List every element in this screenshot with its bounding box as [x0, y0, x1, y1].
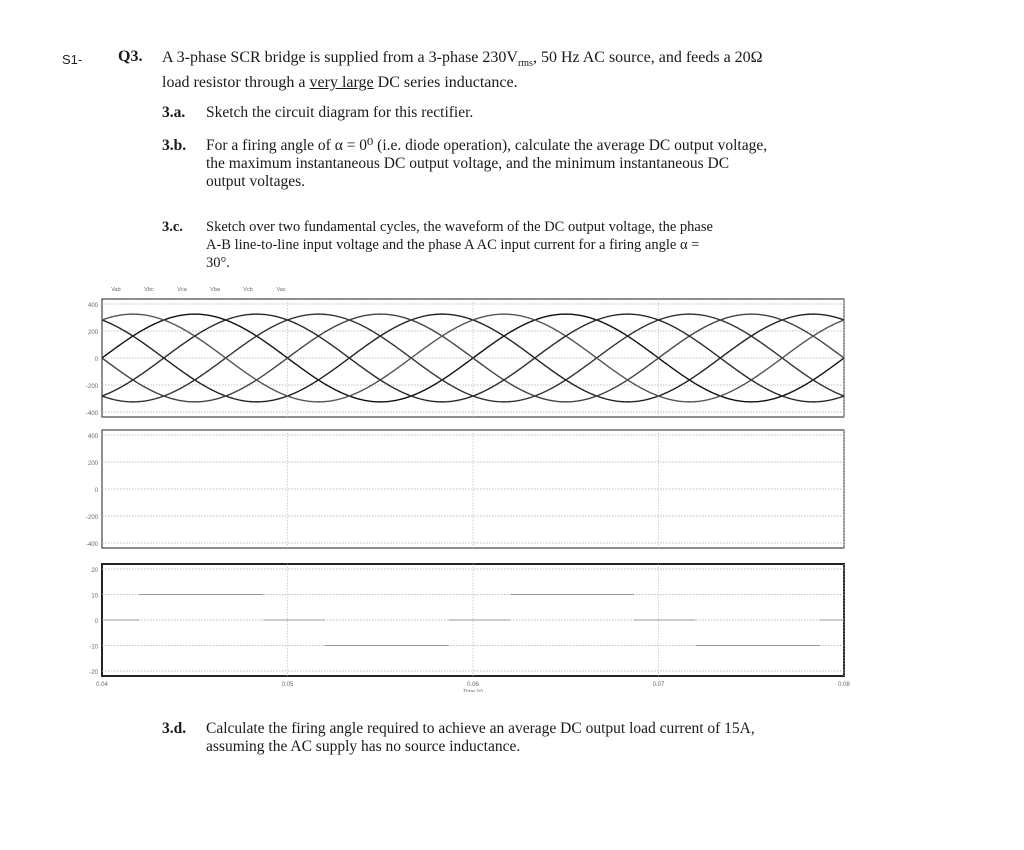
question-number: Q3.	[118, 48, 143, 65]
part-text	[206, 104, 473, 122]
rms-subscript: rms	[517, 58, 533, 70]
legend-entry: Vac	[276, 287, 286, 293]
x-tick-label: 0.08	[838, 682, 850, 688]
question-intro-line2	[162, 73, 882, 92]
part-line: Sketch over two fundamental cycles, the waveform of the DC output voltage, the phase	[206, 219, 713, 235]
sheet-id-label: S1-	[62, 52, 83, 67]
y-tick-label: 20	[91, 568, 98, 574]
part-label: 3.c.	[162, 219, 183, 235]
part-label: 3.a.	[162, 104, 186, 121]
intro-text-b: , 50 Hz AC source, and feeds a 20Ω	[532, 49, 763, 66]
part-line: the maximum instantaneous DC output voltage, and the minimum instantaneous DC	[206, 155, 730, 172]
y-tick-label: 10	[91, 593, 98, 600]
y-tick-label: -400	[85, 542, 98, 548]
y-tick-label: 0	[94, 488, 98, 494]
legend-entry: Vba	[210, 287, 220, 293]
y-tick-label: -200	[85, 515, 98, 521]
part-text	[206, 720, 755, 756]
question-intro-line1	[162, 48, 882, 73]
part-line: assuming the AC supply has no source inductance.	[206, 738, 521, 755]
y-tick-label: 200	[87, 330, 98, 336]
x-axis-label: Time (s)	[463, 689, 483, 692]
y-tick-label: 400	[87, 303, 98, 309]
part-line: For a firing angle of α = 0⁰ (i.e. diode operation), calculate the average DC output voltage,	[206, 137, 768, 154]
y-tick-labels	[86, 303, 99, 417]
current-panel	[89, 564, 844, 676]
y-tick-label: -10	[89, 644, 98, 651]
y-tick-label: 200	[87, 461, 98, 467]
x-tick-label: 0.04	[96, 682, 108, 688]
part-line: 30°.	[206, 255, 230, 271]
blank-voltage-panel	[86, 430, 844, 548]
y-tick-label: -400	[85, 411, 98, 417]
y-tick-labels	[89, 568, 98, 676]
panel-grid	[102, 430, 844, 548]
legend	[111, 287, 285, 293]
waveform-figure	[84, 282, 854, 692]
legend-entry: Vca	[177, 287, 187, 293]
x-tick-label: 0.07	[652, 682, 665, 688]
y-tick-label: -200	[85, 384, 98, 390]
part-line: A-B line-to-line input voltage and the phase A AC input current for a firing angle α =	[206, 237, 700, 253]
part-line: output voltages.	[206, 173, 306, 190]
y-tick-label: 400	[87, 434, 98, 440]
x-axis	[96, 682, 854, 692]
x-tick-label: 0.06	[467, 682, 479, 688]
intro-underlined: very large	[309, 74, 374, 92]
part-line: Sketch the circuit diagram for this rectifier.	[206, 104, 474, 121]
part-text	[206, 218, 713, 272]
legend-entry: Vbc	[144, 287, 154, 293]
x-tick-label: 0.05	[281, 682, 294, 688]
voltage-panel	[86, 299, 844, 417]
intro-text-a: A 3-phase SCR bridge is supplied from a 3-phase 230V	[162, 49, 518, 66]
intro-text-d: DC series inductance.	[373, 74, 518, 92]
question-intro	[162, 48, 882, 92]
legend-entry: Vab	[111, 287, 121, 293]
y-tick-labels	[86, 434, 99, 548]
waveform-svg	[84, 282, 854, 692]
y-tick-label: -20	[89, 670, 98, 676]
intro-text-c: load resistor through a	[162, 74, 310, 92]
part-line: Calculate the firing angle required to achieve an average DC output load current of 15A,	[206, 720, 755, 737]
legend-entry: Vcb	[243, 287, 253, 293]
y-tick-label: 0	[94, 619, 98, 625]
part-label: 3.b.	[162, 137, 187, 154]
part-label: 3.d.	[162, 720, 187, 737]
y-tick-label: 0	[94, 357, 98, 363]
part-text	[206, 137, 767, 191]
